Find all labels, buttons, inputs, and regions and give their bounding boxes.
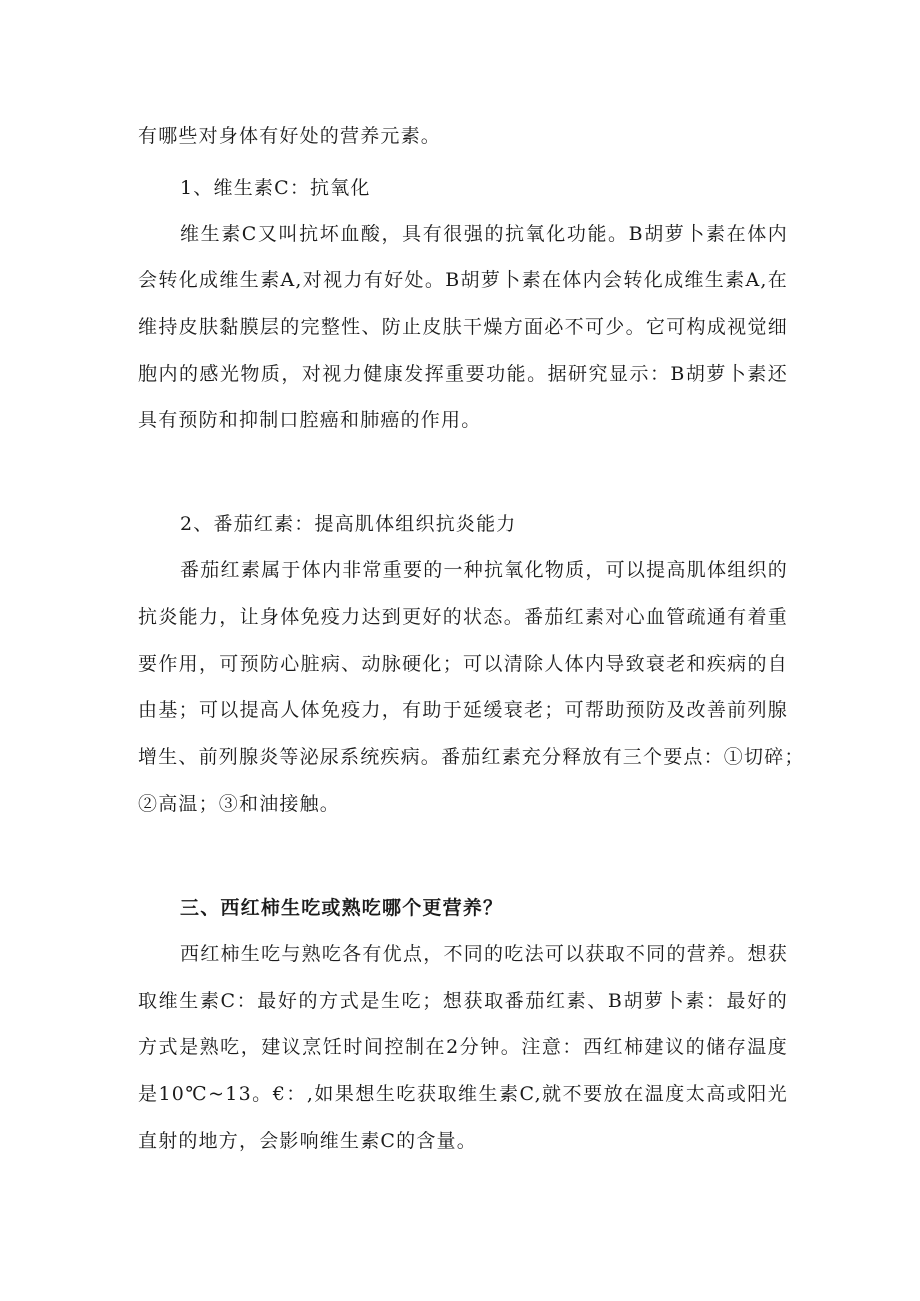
section3-line-3: 方式是熟吃，建议烹饪时间控制在2分钟。注意：西红柿建议的储存温度 [138,1036,788,1058]
section1-line-4: 胞内的感光物质，对视力健康发挥重要功能。据研究显示：B胡萝卜素还 [138,363,788,385]
section1-line-2: 会转化成维生素A,对视力有好处。B胡萝卜素在体内会转化成维生素A,在 [138,269,788,291]
section3-heading: 三、西红柿生吃或熟吃哪个更营养？ [180,897,504,919]
section2-line-5: 增生、前列腺炎等泌尿系统疾病。番茄红素充分释放有三个要点：①切碎； [138,746,805,768]
section1-heading: 1、维生素C：抗氧化 [180,177,371,199]
section2-line-4: 由基；可以提高人体免疫力，有助于延缓衰老；可帮助预防及改善前列腺 [138,699,788,721]
section3-line-5: 直射的地方，会影响维生素C的含量。 [138,1130,477,1152]
section2-line-3: 要作用，可预防心脏病、动脉硬化；可以清除人体内导致衰老和疾病的自 [138,653,788,675]
section2-line-2: 抗炎能力，让身体免疫力达到更好的状态。番茄红素对心血管疏通有着重 [138,606,788,628]
section2-line-6: ②高温；③和油接触。 [138,793,341,815]
section2-line-1: 番茄红素属于体内非常重要的一种抗氧化物质，可以提高肌体组织的 [180,559,788,581]
section1-line-5: 具有预防和抑制口腔癌和肺癌的作用。 [138,409,482,431]
section3-line-4: 是10℃~13。€：,如果想生吃获取维生素C,就不要放在温度太高或阳光 [138,1083,788,1105]
section3-line-2: 取维生素C：最好的方式是生吃；想获取番茄红素、B胡萝卜素：最好的 [138,990,788,1012]
section3-line-1: 西红柿生吃与熟吃各有优点，不同的吃法可以获取不同的营养。想获 [180,943,788,965]
section1-line-3: 维持皮肤黏膜层的完整性、防止皮肤干燥方面必不可少。它可构成视觉细 [138,316,788,338]
section1-line-1: 维生素C又叫抗坏血酸，具有很强的抗氧化功能。B胡萝卜素在体内 [180,223,788,245]
intro-line: 有哪些对身体有好处的营养元素。 [138,125,442,147]
section2-heading: 2、番茄红素：提高肌体组织抗炎能力 [180,513,517,535]
